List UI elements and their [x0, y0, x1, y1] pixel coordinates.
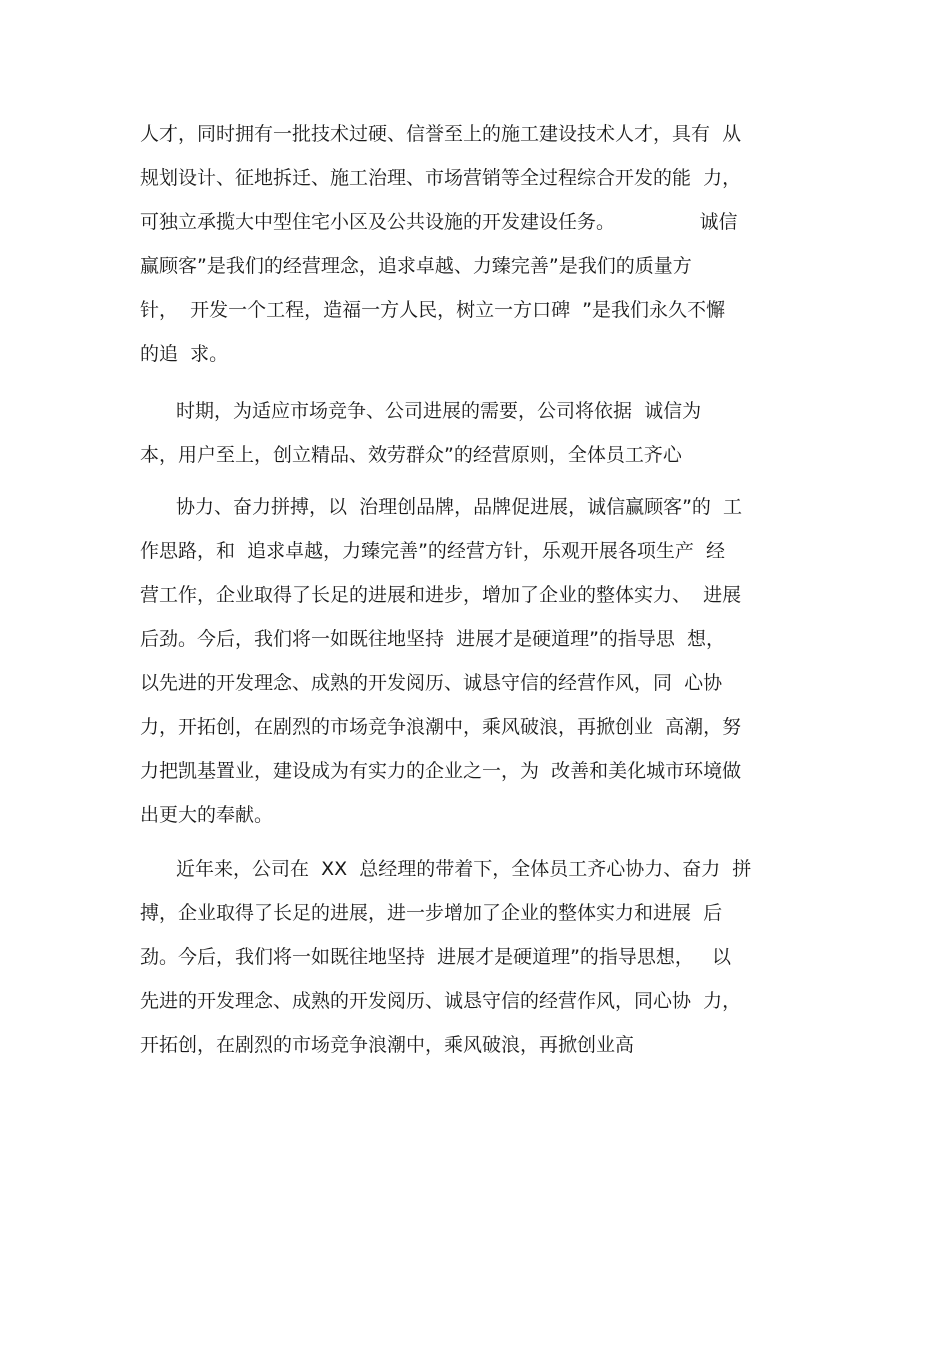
paragraph-line: 的追 求。: [140, 343, 229, 365]
paragraph-line: 时期，为适应市场竞争、公司进展的需要，公司将依据 诚信为: [176, 400, 702, 422]
paragraph-line: 力，开拓创，在剧烈的市场竞争浪潮中，乘风破浪，再掀创业 高潮，努: [140, 716, 742, 738]
paragraph-line: 规划设计、征地拆迁、施工治理、市场营销等全过程综合开发的能 力，: [140, 167, 742, 189]
paragraph-line: 本，用户至上，创立精品、效劳群众”的经营原则，全体员工齐心: [140, 444, 682, 466]
paragraph-line: 协力、奋力拼搏，以 治理创品牌，品牌促进展，诚信赢顾客”的 工: [176, 496, 743, 518]
paragraph-line: 以先进的开发理念、成熟的开发阅历、诚恳守信的经营作风，同 心协: [140, 672, 723, 694]
paragraph-line: 开拓创，在剧烈的市场竞争浪潮中，乘风破浪，再掀创业高: [140, 1034, 635, 1056]
paragraph-line: 作思路，和 追求卓越，力臻完善”的经营方针，乐观开展各项生产 经: [140, 540, 726, 562]
paragraph-line: 人才，同时拥有一批技术过硬、信誉至上的施工建设技术人才，具有 从: [140, 123, 742, 145]
paragraph-line: 针， 开发一个工程，造福一方人民，树立一方口碑 ”是我们永久不懈: [140, 299, 726, 321]
paragraph-line: 可独立承揽大中型住宅小区及公共设施的开发建设任务。 诚信: [140, 211, 738, 233]
paragraph-line: 搏，企业取得了长足的进展，进一步增加了企业的整体实力和进展 后: [140, 902, 723, 924]
paragraph-line: 先进的开发理念、成熟的开发阅历、诚恳守信的经营作风，同心协 力，: [140, 990, 742, 1012]
paragraph-line: 赢顾客”是我们的经营理念，追求卓越、力臻完善”是我们的质量方: [140, 255, 692, 277]
paragraph-line: 出更大的奉献。: [140, 804, 274, 826]
paragraph-line: 近年来，公司在 XX 总经理的带着下，全体员工齐心协力、奋力 拼: [176, 858, 752, 880]
paragraph-line: 力把凯基置业，建设成为有实力的企业之一，为 改善和美化城市环境做: [140, 760, 742, 782]
paragraph-line: 后劲。今后，我们将一如既往地坚持 进展才是硬道理”的指导思 想，: [140, 628, 726, 650]
paragraph-line: 营工作，企业取得了长足的进展和进步，增加了企业的整体实力、 进展: [140, 584, 742, 606]
paragraph-line: 劲。今后，我们将一如既往地坚持 进展才是硬道理”的指导思想， 以: [140, 946, 732, 968]
